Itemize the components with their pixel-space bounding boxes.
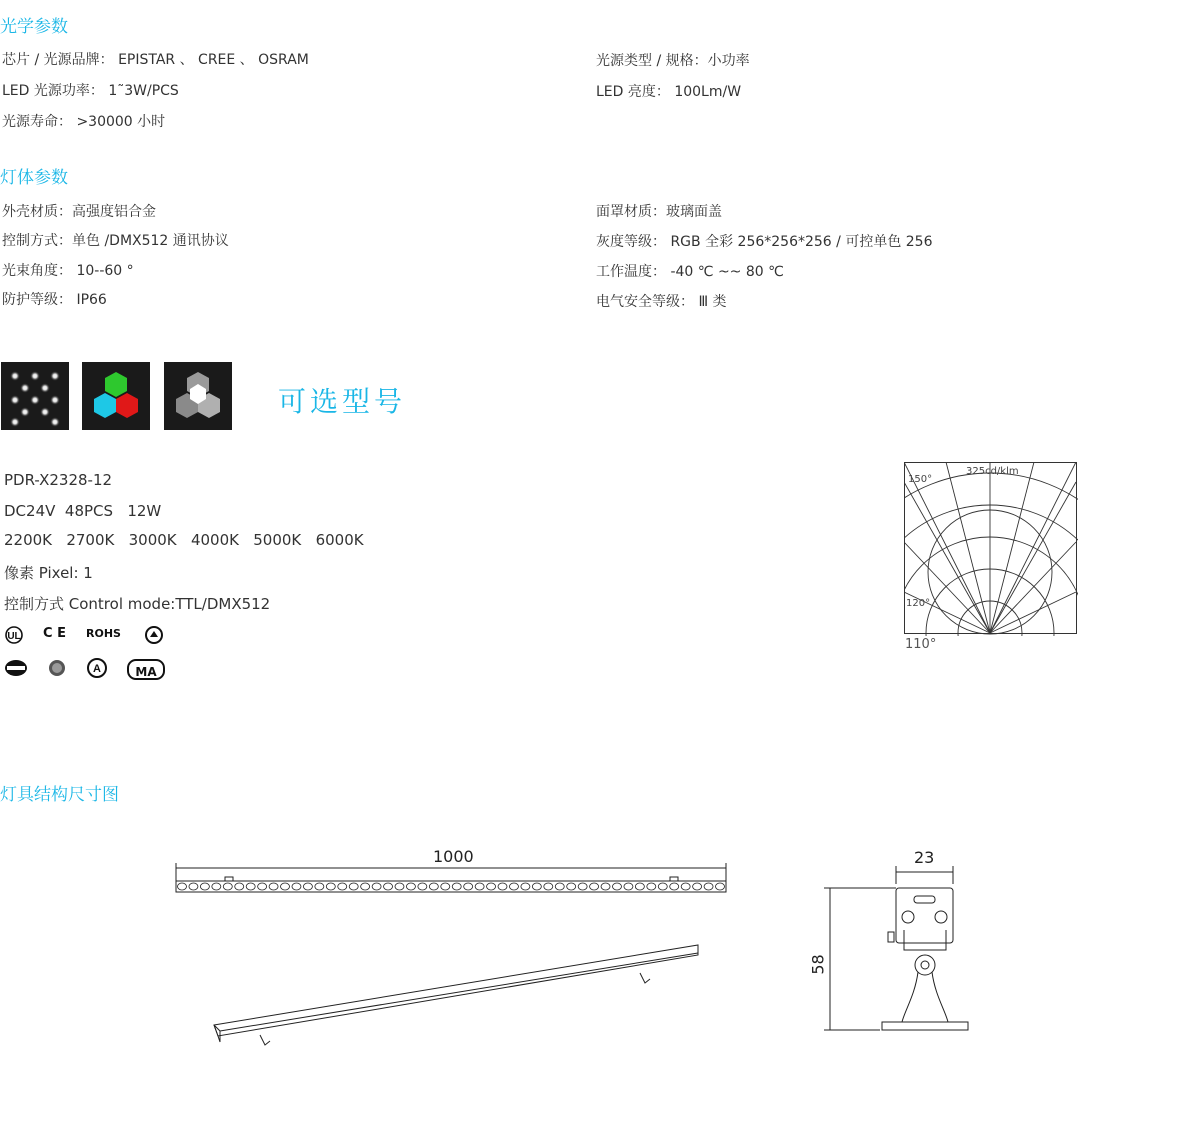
ul-cert-icon: [4, 625, 24, 649]
model-number: PDR-X2328-12: [4, 471, 113, 489]
led-dot: [647, 883, 656, 890]
front-view-drawing: [170, 845, 735, 1059]
seal-cert-icon: [47, 659, 67, 681]
pixel-spec: 像素 Pixel: 1: [4, 564, 93, 582]
led-brightness: LED 亮度： 100Lm/W: [596, 84, 742, 100]
led-dot: [292, 883, 301, 890]
led-dot: [532, 883, 541, 890]
mono-dots-image: [1, 362, 69, 430]
led-dot: [544, 883, 553, 890]
led-dot: [349, 883, 358, 890]
chip-brand: 芯片 / 光源品牌： EPISTAR 、 CREE 、 OSRAM: [2, 52, 309, 68]
power-spec: DC24V 48PCS 12W: [4, 502, 162, 520]
ce-cert-icon: C E: [43, 626, 66, 641]
led-dot: [338, 883, 347, 890]
polar-angle-150: 150°: [908, 474, 933, 485]
white-hexagons-image: [164, 362, 232, 430]
lifespan: 光源寿命： >30000 小时: [2, 114, 166, 130]
options-title: 可选型号: [278, 385, 407, 418]
led-dot: [281, 883, 290, 890]
led-dot: [235, 883, 244, 890]
led-dot: [716, 883, 725, 890]
led-dot: [521, 883, 530, 890]
led-dot: [441, 883, 450, 890]
led-dot: [303, 883, 312, 890]
ma-cert-label: MA: [135, 665, 157, 679]
svg-text:UL: UL: [7, 631, 21, 642]
led-dot: [429, 883, 438, 890]
led-dot: [189, 883, 198, 890]
led-dot: [452, 883, 461, 890]
led-dot: [601, 883, 610, 890]
led-dot: [361, 883, 370, 890]
side-view-drawing: [820, 860, 980, 1044]
structure-section-title: 灯具结构尺寸图: [0, 785, 119, 805]
led-dot: [200, 883, 209, 890]
led-dot: [406, 883, 415, 890]
body-section-title: 灯体参数: [0, 168, 68, 188]
recycle-cert-icon: [144, 625, 164, 649]
led-dot: [258, 883, 267, 890]
led-power: LED 光源功率： 1˜3W/PCS: [2, 83, 179, 99]
led-dot: [658, 883, 667, 890]
led-dot: [624, 883, 633, 890]
length-dimension: 1000: [433, 847, 474, 866]
polar-angle-120: 120°: [906, 598, 931, 609]
led-dot: [670, 883, 679, 890]
cover-material: 面罩材质：玻璃面盖: [596, 204, 722, 220]
ma-cert-icon: [127, 659, 165, 680]
cqc-cert-icon: [86, 658, 108, 682]
working-temperature: 工作温度： -40 ℃ ~~ 80 ℃: [596, 264, 784, 280]
led-dot: [567, 883, 576, 890]
led-dot: [326, 883, 335, 890]
grayscale-level: 灰度等级： RGB 全彩 256*256*256 / 可控单色 256: [596, 234, 933, 250]
led-dot: [395, 883, 404, 890]
led-dot: [487, 883, 496, 890]
control-mode: 控制方式 Control mode:TTL/DMX512: [4, 595, 271, 613]
led-dot: [475, 883, 484, 890]
electrical-safety: 电气安全等级： Ⅲ 类: [596, 294, 727, 310]
led-dot: [590, 883, 599, 890]
led-dot: [384, 883, 393, 890]
optical-section-title: 光学参数: [0, 17, 68, 37]
led-dot: [509, 883, 518, 890]
led-dot: [178, 883, 187, 890]
ip-rating: 防护等级： IP66: [2, 292, 107, 308]
polar-diagram: [904, 462, 1078, 640]
rohs-cert-icon: ROHS: [86, 627, 121, 640]
svg-text:A: A: [93, 663, 101, 675]
led-dot: [704, 883, 713, 890]
control-method: 控制方式：单色 /DMX512 通讯协议: [2, 233, 229, 249]
led-dot: [223, 883, 232, 890]
led-dot: [612, 883, 621, 890]
led-dot: [693, 883, 702, 890]
housing-material: 外壳材质：高强度铝合金: [2, 204, 156, 220]
beam-angle: 光束角度： 10--60 °: [2, 263, 134, 279]
led-dot: [212, 883, 221, 890]
led-dot: [269, 883, 278, 890]
led-dot: [578, 883, 587, 890]
led-dot: [315, 883, 324, 890]
led-dot: [498, 883, 507, 890]
ccc-cert-icon: [4, 659, 28, 681]
led-dot: [681, 883, 690, 890]
cct-options: 2200K 2700K 3000K 4000K 5000K 6000K: [4, 531, 364, 549]
source-type: 光源类型 / 规格：小功率: [596, 53, 750, 69]
led-dot: [635, 883, 644, 890]
height-dimension: 58: [808, 954, 828, 975]
led-dot: [246, 883, 255, 890]
led-dot: [372, 883, 381, 890]
led-dot: [464, 883, 473, 890]
rgb-hexagons-image: [82, 362, 150, 430]
led-dot: [555, 883, 564, 890]
polar-unit-label: 325cd/klm: [966, 466, 1019, 477]
width-dimension: 23: [914, 848, 935, 867]
polar-angle-110: 110°: [905, 637, 937, 652]
led-dot: [418, 883, 427, 890]
